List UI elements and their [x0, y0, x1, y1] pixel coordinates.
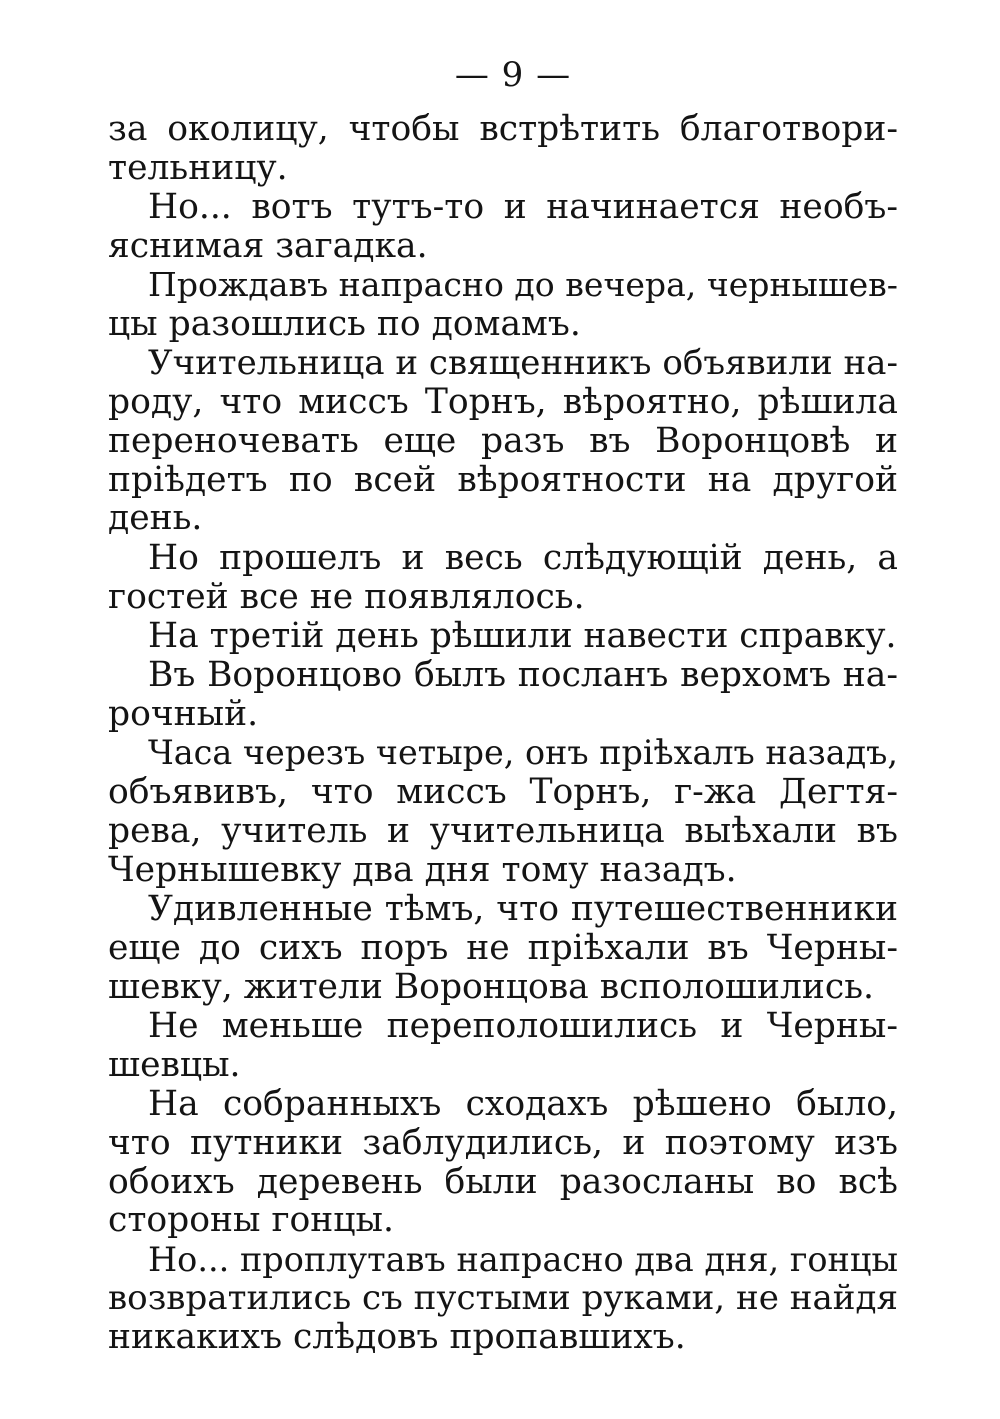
text-line: тельницу.: [108, 147, 288, 188]
text-line: что путники заблудились, и поэтому изъ: [108, 1122, 898, 1163]
page-number: — 9 —: [454, 55, 572, 95]
text-line: Не меньше переполошились и Черны-: [148, 1005, 898, 1046]
text-line: шевку, жители Воронцова всполошились.: [108, 966, 874, 1007]
text-line: еще до сихъ поръ не пріѣхали въ Черны-: [108, 927, 898, 968]
text-line: обоихъ деревень были разосланы во всѣ: [108, 1161, 898, 1202]
text-line: яснимая загадка.: [108, 225, 428, 266]
text-line: На собранныхъ сходахъ рѣшено было,: [148, 1083, 898, 1124]
text-line: Удивленные тѣмъ, что путешественники: [148, 888, 898, 929]
text-line: роду, что миссъ Торнъ, вѣроятно, рѣшила: [108, 382, 898, 423]
text-line: Но... вотъ тутъ-то и начинается необъ-: [148, 187, 898, 228]
text-line: переночевать еще разъ въ Воронцовѣ и: [108, 420, 898, 461]
text-line: Чернышевку два дня тому назадъ.: [108, 849, 737, 890]
paragraph: [108, 1085, 898, 1240]
paragraph: [108, 734, 898, 889]
text-line: день.: [108, 498, 203, 539]
text-line: Но... проплутавъ напрасно два дня, гонцы: [148, 1239, 898, 1279]
paragraph: [108, 656, 898, 734]
body-text: [108, 110, 898, 1357]
text-line: цы разошлись по домамъ.: [108, 303, 581, 344]
text-line: Учительница и священникъ объявили на-: [148, 343, 898, 384]
book-page: [108, 52, 898, 1382]
paragraph: [108, 539, 898, 617]
paragraph: [108, 890, 898, 1006]
paragraph: [108, 1007, 898, 1085]
paragraph: [108, 344, 898, 538]
text-line: Въ Воронцово былъ посланъ верхомъ на-: [148, 655, 898, 696]
paragraph: [108, 1241, 898, 1357]
text-line: объявивъ, что миссъ Торнъ, г-жа Дегтя-: [108, 772, 898, 813]
paragraph: [108, 110, 898, 188]
text-line: пріѣдетъ по всей вѣроятности на другой: [108, 459, 898, 500]
paragraph: [108, 266, 898, 344]
text-line: никакихъ слѣдовъ пропавшихъ.: [108, 1317, 686, 1358]
text-line: за околицу, чтобы встрѣтить благотвори-: [108, 109, 898, 149]
text-line: На третій день рѣшили навести справку.: [148, 615, 897, 656]
text-line: гостей все не появлялось.: [108, 576, 585, 617]
text-line: стороны гонцы.: [108, 1200, 394, 1241]
text-line: рева, учитель и учительница выѣхали въ: [108, 810, 898, 851]
text-line: рочный.: [108, 693, 259, 734]
paragraph: [108, 617, 898, 656]
text-line: Часа черезъ четыре, онъ пріѣхалъ назадъ,: [148, 733, 898, 773]
paragraph: [108, 188, 898, 266]
text-line: возвратились съ пустыми руками, не найдя: [108, 1278, 898, 1319]
text-line: шевцы.: [108, 1044, 241, 1085]
text-line: Прождавъ напрасно до вечера, чернышев-: [148, 265, 898, 305]
text-line: Но прошелъ и весь слѣдующій день, а: [148, 537, 898, 578]
